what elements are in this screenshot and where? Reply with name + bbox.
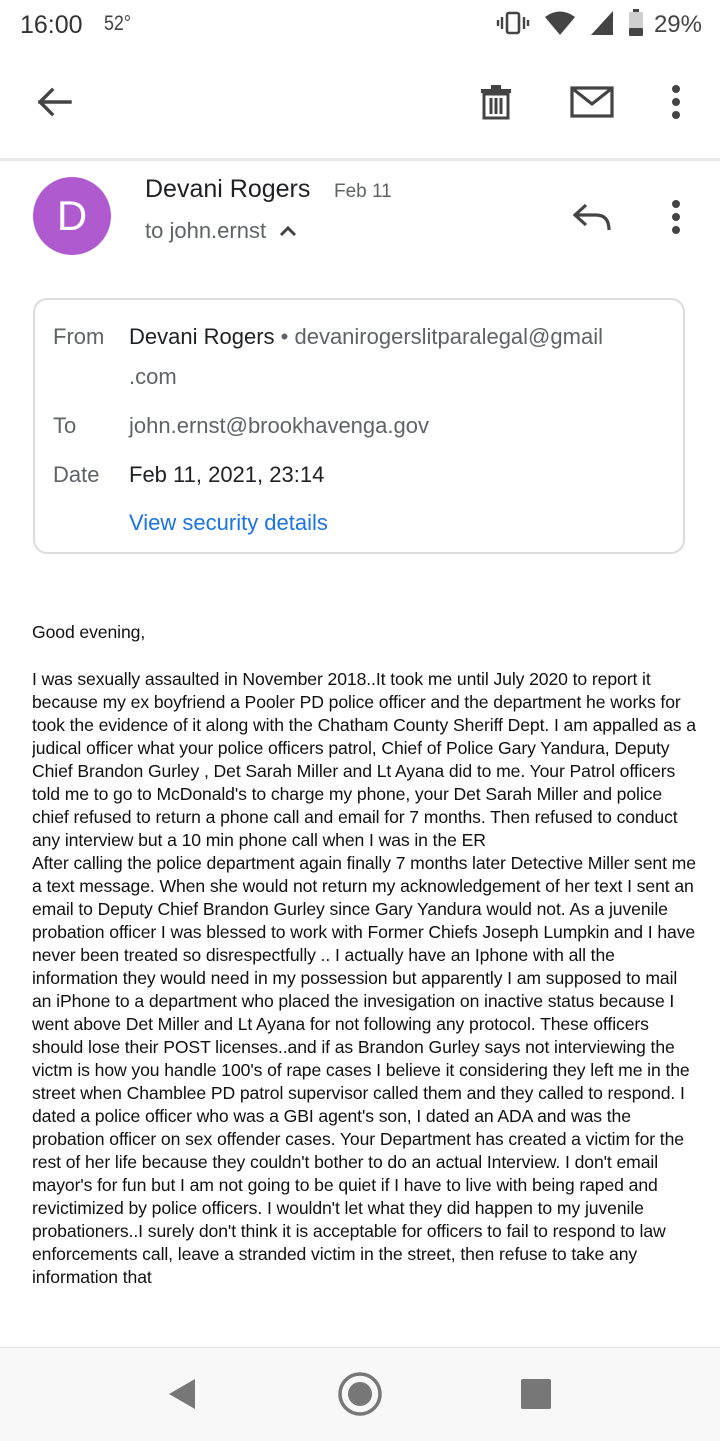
to-label: To — [53, 413, 77, 438]
chevron-up-icon — [278, 218, 298, 244]
status-temperature: 52° — [104, 12, 132, 35]
recipient-summary: to john.ernst — [145, 218, 267, 243]
delete-button[interactable] — [472, 80, 520, 128]
back-triangle-icon — [167, 1377, 197, 1416]
from-email-continued[interactable]: .com — [129, 364, 177, 389]
avatar[interactable]: D — [33, 177, 111, 255]
system-nav-bar — [0, 1347, 720, 1441]
back-button[interactable] — [30, 80, 78, 128]
header-divider — [0, 158, 720, 161]
from-separator: • — [280, 324, 289, 349]
reply-icon — [572, 202, 612, 237]
greeting: Good evening, — [32, 622, 146, 642]
status-time: 16:00 — [20, 11, 83, 39]
message-more-button[interactable] — [652, 195, 700, 243]
recents-square-icon — [520, 1378, 552, 1415]
to-value[interactable]: john.ernst@brookhavenga.gov — [129, 413, 429, 438]
reply-button[interactable] — [568, 195, 616, 243]
nav-recents-button[interactable] — [508, 1368, 564, 1424]
app-bar — [0, 62, 720, 146]
details-card — [33, 298, 685, 554]
recipient-toggle[interactable] — [145, 218, 298, 244]
more-vert-icon — [671, 85, 681, 124]
home-circle-icon — [336, 1370, 384, 1423]
status-bar — [0, 0, 720, 50]
date-value: Feb 11, 2021, 23:14 — [129, 462, 325, 487]
more-vert-icon — [671, 200, 681, 239]
back-arrow-icon — [36, 87, 72, 122]
battery-icon — [628, 9, 644, 42]
trash-icon — [480, 84, 512, 125]
from-name: Devani Rogers — [129, 324, 275, 349]
nav-home-button[interactable] — [332, 1368, 388, 1424]
mark-unread-button[interactable] — [568, 80, 616, 128]
date-label: Date — [53, 462, 100, 487]
wifi-icon — [544, 10, 576, 41]
from-label: From — [53, 324, 105, 349]
battery-percent: 29% — [653, 11, 702, 38]
security-details-link[interactable]: View security details — [129, 510, 328, 535]
message-date: Feb 11 — [334, 181, 392, 202]
signal-icon — [590, 10, 614, 41]
vibrate-icon — [496, 10, 530, 41]
status-icons — [496, 10, 702, 40]
sender-name: Devani Rogers — [145, 175, 311, 203]
mail-icon — [570, 86, 614, 123]
message-body — [32, 621, 696, 1348]
from-value — [129, 324, 603, 350]
body-paragraph: I was sexually assaulted in November 2018..It took me until July 2020 to report it because my ex boyfriend a Pooler PD police officer and the department he works for took the evidence of it along with the Chatham County Sheriff Dept. I am appalled as a judical officer what your police officers patrol, Chief of Police Gary Yandura, Deputy Chief Brandon Gurley , Det Sarah Miller and Lt Ayana did to me. Your Patrol officers told me to go to McDonald's to charge my phone, your Det Sarah Miller and police chief refused to return a phone call and email for 7 months. Then refused to conduct any interview but a 10 min phone call when I was in the ER After calling the police department again finally 7 months later Detective Miller sent me a text message. When she would not return my acknowledgement of her text I sent an email to Deputy Chief Brandon Gurley since Gary Yandura would not. As a juvenile probation officer I was blessed to work with Former Chiefs Joseph Lumpkin and I have never been treated so disrespectfully .. I actually have an Iphone with all the information they would need in my possession but apparently I am supposed to mail an iPhone to a department who placed the invesigation on inactive status because I went above Det Miller and Lt Ayana for not following any protocol. These officers should lose their POST licenses..and if as Brandon Gurley says not interviewing the victm is how you handle 100's of rape cases I believe it considering they left me in the street when Chamblee PD patrol supervisor called them and they called to respond. I dated a police officer who was a GBI agent's son, I dated an ADA and was the probation officer on sex offender cases. Your Department has created a victim for the rest of her life because they couldn't bother to do an actual Interview. I don't email mayor's for fun but I am not going to be quiet if I have to live with being raped and revictimized by police officers. I wouldn't let what they did happen to my juvenile probationers..I surely don't think it is acceptable for officers to fail to respond to law enforcements call, leave a stranded victim in the street, then refuse to take any information that — [32, 669, 696, 1287]
nav-back-button[interactable] — [154, 1368, 210, 1424]
from-email[interactable]: devanirogerslitparalegal@gmail — [294, 324, 603, 349]
more-options-button[interactable] — [652, 80, 700, 128]
